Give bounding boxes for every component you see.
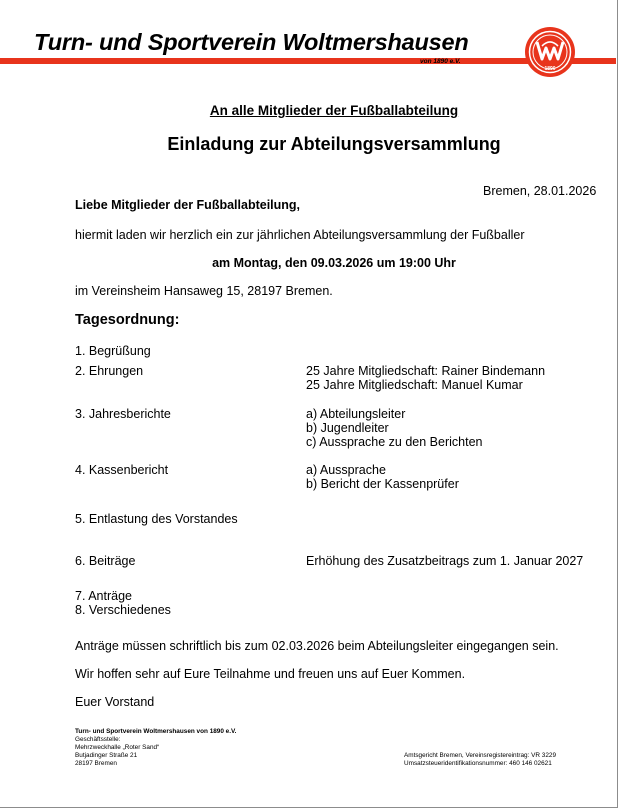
footer-org-name: Turn- und Sportverein Woltmershausen von 1890 e.V. [75, 728, 237, 735]
agenda-item-6-details: Erhöhung des Zusatzbeitrags zum 1. Januar 2027 [306, 554, 584, 568]
agenda-item-3-details [306, 407, 483, 449]
agenda-detail: b) Bericht der Kassenprüfer [306, 477, 459, 491]
meeting-date: am Montag, den 09.03.2026 um 19:00 Uhr [212, 256, 456, 270]
footer-tax-id: Umsatzsteueridentifikationsnummer: 460 146 02621 [404, 760, 552, 767]
agenda-item-6: 6. Beiträge [75, 554, 136, 568]
footer-left [75, 728, 236, 768]
intro-text: hiermit laden wir herzlich ein zur jährlichen Abteilungsversammlung der Fußballer [75, 228, 525, 242]
footer-office-line: Butjadinger Straße 21 [75, 752, 138, 759]
club-name: Turn- und Sportverein Woltmershausen [34, 29, 469, 55]
footer-right [404, 752, 556, 768]
agenda-item-7: 7. Anträge [75, 589, 132, 603]
agenda-title: Tagesordnung: [75, 312, 180, 328]
salutation: Liebe Mitglieder der Fußballabteilung, [75, 198, 301, 212]
agenda-item-3: 3. Jahresberichte [75, 407, 171, 421]
logo-year: 1890 [544, 66, 556, 72]
place-date: Bremen, 28.01.2026 [483, 184, 597, 198]
closing-text: Wir hoffen sehr auf Eure Teilnahme und freuen uns auf Euer Kommen. [75, 667, 466, 681]
agenda-item-4: 4. Kassenbericht [75, 463, 169, 477]
footer-office-label: Geschäftsstelle: [75, 736, 121, 743]
agenda-item-8: 8. Verschiedenes [75, 603, 171, 617]
agenda-detail: a) Abteilungsleiter [306, 407, 406, 421]
signature: Euer Vorstand [75, 695, 155, 709]
agenda-detail: c) Aussprache zu den Berichten [306, 435, 483, 449]
footer-court: Amtsgericht Bremen, Vereinsregistereintrag: VR 3229 [404, 752, 557, 759]
footer-office-line: 28197 Bremen [75, 760, 117, 767]
meeting-location: im Vereinsheim Hansaweg 15, 28197 Bremen. [75, 284, 333, 298]
agenda-item-5: 5. Entlastung des Vorstandes [75, 512, 238, 526]
motions-note: Anträge müssen schriftlich bis zum 02.03.2026 beim Abteilungsleiter eingegangen sein. [75, 639, 559, 653]
agenda-item-2-details [306, 364, 545, 392]
audience-heading: An alle Mitglieder der Fußballabteilung [209, 103, 459, 118]
agenda-detail: 25 Jahre Mitgliedschaft: Rainer Bindemann [306, 364, 546, 378]
founded-tag: von 1890 e.V. [420, 58, 461, 65]
agenda-item-2: 2. Ehrungen [75, 364, 144, 378]
agenda-item-1: 1. Begrüßung [75, 344, 151, 358]
club-logo [524, 26, 576, 78]
agenda-detail: 25 Jahre Mitgliedschaft: Manuel Kumar [306, 378, 523, 392]
agenda-item-4-details [306, 463, 459, 491]
agenda-detail: a) Aussprache [306, 463, 386, 477]
agenda-detail: b) Jugendleiter [306, 421, 389, 435]
page-title: Einladung zur Abteilungsversammlung [167, 134, 501, 154]
footer-office-line: Mehrzweckhalle „Roter Sand“ [75, 744, 160, 751]
